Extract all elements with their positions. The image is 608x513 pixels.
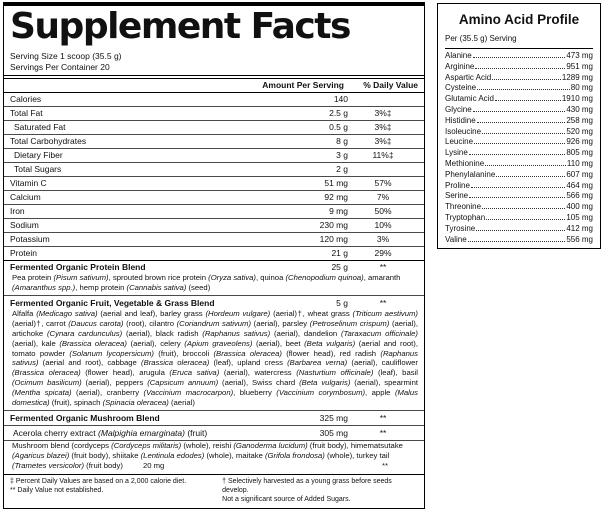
blend-daily-value: **: [382, 460, 388, 470]
amino-acid-amount: 1289 mg: [561, 72, 593, 82]
amino-acid-row: [445, 73, 593, 84]
column-header-row: [4, 78, 424, 92]
dotted-leader: [492, 79, 561, 80]
dotted-leader: [471, 187, 565, 188]
nutrient-name: Potassium: [10, 234, 50, 245]
nutrient-amount: 230 mg: [319, 220, 348, 231]
nutrient-name: Calories: [10, 94, 42, 105]
amino-acid-row: [445, 83, 593, 94]
amino-acid-row: [445, 191, 593, 202]
blend-name: Fermented Organic Mushroom Blend: [10, 413, 160, 424]
amino-acid-row: [445, 148, 593, 159]
amino-acid-row: [445, 159, 593, 170]
nutrient-name: Sodium: [10, 220, 39, 231]
footnote-daily-values: ‡ Percent Daily Values are based on a 2,000 calorie diet.: [10, 478, 187, 485]
amino-acid-amount: 556 mg: [566, 234, 593, 244]
amino-acid-amount: 110 mg: [566, 158, 593, 168]
amino-acid-name: Threonine: [445, 202, 482, 212]
amino-acid-row: [445, 137, 593, 148]
nutrient-amount: 9 mg: [329, 206, 348, 217]
servings-per-container-text: Servings Per Container 20: [10, 61, 110, 72]
nutrient-amount: 21 g: [331, 248, 348, 259]
amino-acid-row: [445, 127, 593, 138]
amino-acid-row: [445, 235, 593, 246]
nutrient-amount: 120 mg: [319, 234, 348, 245]
blend-amount: 305 mg: [319, 428, 348, 439]
nutrient-daily-value: 57%: [374, 178, 392, 189]
blend-daily-value: **: [379, 261, 387, 272]
nutrient-name: Dietary Fiber: [14, 150, 63, 161]
footnotes-left-column: [10, 477, 222, 504]
nutrient-name: Vitamin C: [10, 178, 47, 189]
amino-acid-amount: 805 mg: [566, 148, 593, 158]
blend-amount: 20 mg: [142, 460, 165, 470]
blend-name: Fermented Organic Fruit, Vegetable & Grass Blend: [10, 298, 215, 309]
amino-acid-name: Tryptophan: [445, 212, 486, 222]
amino-acid-name: Alanine: [445, 51, 472, 60]
blend-description: Pea protein (Pisum sativum), sprouted brown rice protein (Oryza sativa), quinoa (Chenopodium quinoa), amaranth (Amaranthus spp.), hemp protein (Cannabis sativa) (seed): [12, 272, 401, 292]
nutrient-row: [4, 134, 424, 148]
amino-acid-amount: 258 mg: [566, 115, 593, 125]
nutrient-row: [4, 246, 424, 260]
thin-divider: [4, 75, 424, 76]
amino-acid-name: Glycine: [445, 104, 472, 114]
dotted-leader: [486, 219, 565, 220]
nutrient-daily-value: 7%: [376, 192, 390, 203]
amino-acid-row: [445, 202, 593, 213]
nutrient-daily-value: 50%: [374, 206, 392, 217]
nutrient-row: [4, 162, 424, 176]
amount-per-serving-header: Amount Per Serving: [262, 80, 344, 91]
nutrient-row: [4, 106, 424, 120]
daily-value-header: % Daily Value: [363, 80, 418, 91]
dotted-leader: [473, 111, 566, 112]
amino-acid-name: Valine: [445, 234, 467, 244]
nutrient-amount: 2 g: [336, 164, 348, 175]
dotted-leader: [477, 89, 570, 90]
nutrient-amount: 51 mg: [324, 178, 348, 189]
amino-acid-amount: 400 mg: [566, 202, 593, 212]
nutrient-daily-value: 29%: [374, 248, 392, 259]
nutrient-daily-value: 11%‡: [372, 150, 394, 161]
footnotes: [4, 474, 424, 508]
nutrient-daily-value: 3%‡: [374, 108, 392, 119]
amino-acid-name: Glutamic Acid: [445, 94, 494, 104]
blend-daily-value: **: [379, 298, 387, 309]
nutrient-name: Protein: [10, 248, 37, 259]
nutrient-amount: 3 g: [336, 150, 348, 161]
nutrient-amount: 0.5 g: [329, 122, 348, 133]
blend-name: Acerola cherry extract (Malpighia emarginata) (fruit): [13, 428, 208, 439]
amino-acid-amount: 566 mg: [566, 191, 593, 201]
amino-acid-name: Isoleucine: [445, 126, 482, 136]
dotted-leader: [482, 208, 565, 209]
dotted-leader: [475, 68, 565, 69]
nutrient-row: [4, 232, 424, 246]
dotted-leader: [468, 241, 566, 242]
amino-acid-amount: 1910 mg: [561, 94, 593, 104]
nutrient-name: Total Carbohydrates: [10, 136, 87, 147]
amino-acid-list: [445, 51, 593, 245]
nutrient-amount: 92 mg: [324, 192, 348, 203]
nutrient-amount: 8 g: [336, 136, 348, 147]
amino-acid-amount: 926 mg: [566, 137, 593, 147]
nutrient-daily-value: 3%: [376, 234, 390, 245]
amino-acid-amount: 951 mg: [566, 61, 593, 71]
blend-sections: [4, 260, 424, 474]
supplement-facts-title: Supplement Facts: [10, 6, 350, 47]
amino-acid-amount: 464 mg: [566, 180, 593, 190]
blend-daily-value: **: [379, 413, 387, 424]
amino-acid-serving-text: Per (35.5 g) Serving: [445, 34, 593, 49]
serving-size-text: Serving Size 1 scoop (35.5 g): [10, 51, 122, 61]
blend-amount: 325 mg: [319, 413, 348, 424]
dotted-leader: [469, 154, 565, 155]
amino-acid-row: [445, 62, 593, 73]
amino-acid-amount: 473 mg: [566, 51, 593, 60]
amino-acid-name: Histidine: [445, 115, 476, 125]
amino-acid-row: [445, 116, 593, 127]
amino-acid-amount: 430 mg: [566, 104, 593, 114]
blend-description: Alfalfa (Medicago sativa) (aerial and leaf), barley grass (Hordeum vulgare) (aerial)†, wheat grass (Triticum aestivum) (aerial)†, carrot (Daucus carota) (root), cilantro (Coriandrum sativum) (aerial), parsley (Petroselinum crispum) (aerial), artichoke (Cynara cardunculus) (aerial), black radish (Raphanus sativus) (aerial), dandelion (Taraxacum officinale) (aerial), kale (Brassica oleracea) (aerial), celery (Apium graveolens) (aerial), beet (Beta vulgaris) (aerial and root), tomato powder (Solanum lycopersicum) (fruit), broccoli (Brassica oleracea) (flower head), red radish (Raphanus sativus) (aerial and root), cabbage (Brassica oleracea) (leaf), upland cress (Barbarea verna) (aerial), cauliflower (Brassica oleracea) (flower head), arugula (Eruca sativa) (aerial), watercress (Nasturtium officinale) (leaf), basil (Ocimum basilicum) (aerial), peppers (Capsicum annuum) (aerial), Swiss chard (Beta vulgaris) (aerial), spearmint (Mentha spicata) (aerial), cranberry (Vaccinium macrocarpon), blueberry (Vaccinium corymbosum), apple (Malus domestica) (fruit), spinach (Spinacia oleracea) (aerial): [12, 309, 419, 407]
nutrient-amount: 2.5 g: [329, 108, 348, 119]
amino-acid-name: Serine: [445, 191, 469, 201]
amino-acid-amount: 607 mg: [566, 169, 593, 179]
blend-amount: 25 g: [331, 261, 348, 272]
dotted-leader: [495, 100, 561, 101]
nutrient-row: [4, 204, 424, 218]
footnote-dv-not-established: ** Daily Value not established.: [10, 487, 104, 494]
amino-acid-name: Tyrosine: [445, 223, 476, 233]
blend-description: Mushroom blend (cordyceps (Cordyceps militaris) (whole), reishi (Ganoderma lucidum) (fruit body), himematsutake (Agaricus blazei) (fruit body), shiitake (Lentinula edodes) (whole), maitake (Grifola frondosa) (whole), turkey tail (Trametes versicolor) (fruit body) 20 mg **: [12, 441, 403, 470]
dotted-leader: [485, 165, 566, 166]
nutrient-name: Total Fat: [10, 108, 43, 119]
nutrient-table: [4, 93, 424, 260]
dotted-leader: [496, 176, 565, 177]
amino-acid-name: Methionine: [445, 158, 485, 168]
amino-acid-profile-title: Amino Acid Profile: [458, 12, 580, 27]
amino-acid-amount: 80 mg: [570, 83, 593, 93]
amino-acid-row: [445, 51, 593, 62]
amino-acid-row: [445, 105, 593, 116]
blend-daily-value: **: [379, 428, 387, 439]
footnote-young-grass: † Selectively harvested as a young grass before seeds develop.: [222, 478, 392, 494]
blend-section: [4, 295, 424, 410]
amino-acid-name: Lysine: [445, 148, 468, 158]
nutrient-row: [4, 218, 424, 232]
blend-section: [4, 410, 424, 425]
dotted-leader: [473, 57, 566, 58]
nutrient-daily-value: 3%‡: [374, 122, 392, 133]
nutrient-amount: 140: [333, 94, 348, 105]
amino-acid-name: Cysteine: [445, 83, 477, 93]
amino-acid-amount: 520 mg: [566, 126, 593, 136]
nutrient-name: Calcium: [10, 192, 41, 203]
nutrient-name: Saturated Fat: [14, 122, 66, 133]
amino-acid-row: [445, 224, 593, 235]
blend-name: Fermented Organic Protein Blend: [10, 261, 146, 272]
dotted-leader: [476, 230, 565, 231]
amino-acid-name: Phenylalanine: [445, 169, 496, 179]
nutrient-name: Iron: [10, 206, 25, 217]
blend-section: [4, 260, 424, 296]
supplement-facts-panel: [3, 2, 425, 509]
nutrient-row: [4, 148, 424, 162]
blend-section: [4, 425, 424, 440]
footnote-added-sugars: Not a significant source of Added Sugars.: [222, 496, 351, 503]
dotted-leader: [474, 143, 565, 144]
amino-acid-amount: 105 mg: [566, 212, 593, 222]
dotted-leader: [469, 197, 565, 198]
nutrient-row: [4, 120, 424, 134]
amino-acid-name: Arginine: [445, 61, 475, 71]
amino-acid-name: Leucine: [445, 137, 474, 147]
dotted-leader: [477, 122, 566, 123]
amino-acid-amount: 412 mg: [566, 223, 593, 233]
amino-acid-row: [445, 94, 593, 105]
amino-acid-profile-panel: [437, 3, 601, 249]
amino-acid-row: [445, 181, 593, 192]
amino-acid-row: [445, 213, 593, 224]
amino-acid-name: Proline: [445, 180, 470, 190]
amino-acid-row: [445, 170, 593, 181]
dotted-leader: [482, 133, 565, 134]
nutrient-row: [4, 93, 424, 106]
nutrient-row: [4, 190, 424, 204]
nutrient-row: [4, 176, 424, 190]
nutrient-daily-value: 3%‡: [374, 136, 392, 147]
nutrient-daily-value: 10%: [374, 220, 392, 231]
amino-acid-name: Aspartic Acid: [445, 72, 492, 82]
blend-amount: 5 g: [336, 298, 348, 309]
nutrient-name: Total Sugars: [14, 164, 62, 175]
blend-section: [4, 440, 424, 473]
footnotes-right-column: [222, 477, 418, 504]
